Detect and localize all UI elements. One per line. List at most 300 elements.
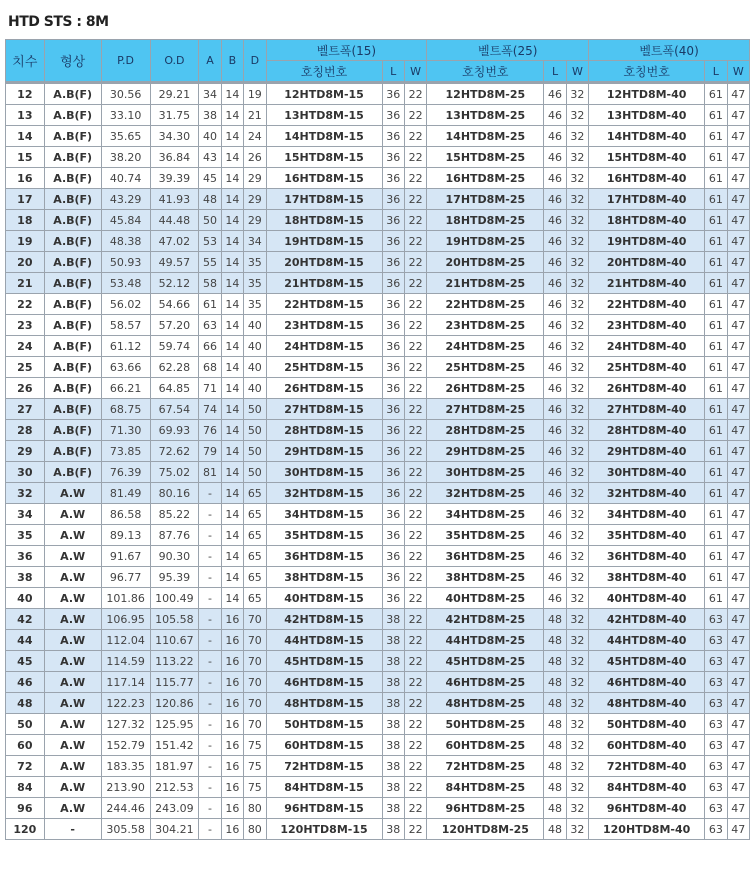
- cell-l-40: 63: [705, 735, 727, 756]
- cell-code-25: 35HTD8M-25: [427, 525, 544, 546]
- cell-b: 14: [221, 210, 243, 231]
- cell-code-25: 44HTD8M-25: [427, 630, 544, 651]
- cell-code-25: 32HTD8M-25: [427, 483, 544, 504]
- cell-code-15: 25HTD8M-15: [266, 357, 382, 378]
- cell-code-40: 46HTD8M-40: [589, 672, 705, 693]
- cell-shape: A.B(F): [44, 462, 101, 483]
- cell-code-15: 60HTD8M-15: [266, 735, 382, 756]
- cell-code-40: 45HTD8M-40: [589, 651, 705, 672]
- cell-w-15: 22: [404, 651, 426, 672]
- cell-w-25: 32: [566, 672, 588, 693]
- cell-l-40: 63: [705, 651, 727, 672]
- table-row: [6, 399, 750, 420]
- cell-l-25: 48: [544, 798, 566, 819]
- cell-w-25: 32: [566, 756, 588, 777]
- cell-shape: A.B(F): [44, 357, 101, 378]
- cell-code-40: 34HTD8M-40: [589, 504, 705, 525]
- cell-teeth: 72: [6, 756, 45, 777]
- cell-l-25: 48: [544, 693, 566, 714]
- cell-w-15: 22: [404, 399, 426, 420]
- cell-code-25: 42HTD8M-25: [427, 609, 544, 630]
- cell-w-40: 47: [727, 147, 749, 168]
- cell-w-25: 32: [566, 83, 588, 105]
- cell-d: 40: [244, 378, 266, 399]
- cell-w-15: 22: [404, 83, 426, 105]
- cell-l-25: 46: [544, 168, 566, 189]
- cell-l-15: 36: [382, 126, 404, 147]
- cell-w-25: 32: [566, 105, 588, 126]
- cell-code-15: 38HTD8M-15: [266, 567, 382, 588]
- cell-l-25: 46: [544, 189, 566, 210]
- cell-pd: 71.30: [101, 420, 150, 441]
- cell-l-15: 38: [382, 777, 404, 798]
- cell-l-40: 61: [705, 294, 727, 315]
- cell-pd: 114.59: [101, 651, 150, 672]
- cell-code-25: 30HTD8M-25: [427, 462, 544, 483]
- cell-l-40: 61: [705, 462, 727, 483]
- cell-l-15: 38: [382, 609, 404, 630]
- cell-pd: 45.84: [101, 210, 150, 231]
- cell-code-15: 13HTD8M-15: [266, 105, 382, 126]
- cell-pd: 61.12: [101, 336, 150, 357]
- cell-w-15: 22: [404, 210, 426, 231]
- cell-d: 70: [244, 609, 266, 630]
- cell-shape: A.B(F): [44, 252, 101, 273]
- cell-b: 14: [221, 315, 243, 336]
- cell-w-40: 47: [727, 378, 749, 399]
- cell-code-40: 23HTD8M-40: [589, 315, 705, 336]
- cell-w-15: 22: [404, 777, 426, 798]
- cell-w-15: 22: [404, 714, 426, 735]
- table-row: [6, 168, 750, 189]
- cell-a: -: [199, 735, 221, 756]
- table-header: [6, 40, 750, 83]
- header-belt-width-15: 벨트폭(15): [266, 40, 427, 61]
- table-row: [6, 315, 750, 336]
- cell-shape: A.B(F): [44, 231, 101, 252]
- cell-od: 72.62: [150, 441, 199, 462]
- cell-code-25: 96HTD8M-25: [427, 798, 544, 819]
- cell-code-25: 120HTD8M-25: [427, 819, 544, 840]
- cell-pd: 35.65: [101, 126, 150, 147]
- cell-a: 81: [199, 462, 221, 483]
- table-row: [6, 294, 750, 315]
- cell-d: 50: [244, 399, 266, 420]
- cell-b: 14: [221, 168, 243, 189]
- cell-w-15: 22: [404, 168, 426, 189]
- cell-od: 105.58: [150, 609, 199, 630]
- cell-l-25: 46: [544, 231, 566, 252]
- cell-b: 16: [221, 735, 243, 756]
- cell-code-40: 30HTD8M-40: [589, 462, 705, 483]
- cell-b: 14: [221, 105, 243, 126]
- cell-teeth: 50: [6, 714, 45, 735]
- header-teeth: 치수: [6, 40, 45, 83]
- cell-code-25: 19HTD8M-25: [427, 231, 544, 252]
- cell-l-25: 48: [544, 756, 566, 777]
- cell-shape: A.B(F): [44, 168, 101, 189]
- cell-code-15: 23HTD8M-15: [266, 315, 382, 336]
- cell-a: 53: [199, 231, 221, 252]
- cell-od: 110.67: [150, 630, 199, 651]
- cell-teeth: 29: [6, 441, 45, 462]
- cell-l-40: 63: [705, 693, 727, 714]
- cell-teeth: 30: [6, 462, 45, 483]
- cell-d: 29: [244, 210, 266, 231]
- cell-teeth: 48: [6, 693, 45, 714]
- cell-w-25: 32: [566, 567, 588, 588]
- cell-od: 49.57: [150, 252, 199, 273]
- cell-d: 75: [244, 777, 266, 798]
- cell-shape: A.B(F): [44, 420, 101, 441]
- cell-l-25: 46: [544, 588, 566, 609]
- cell-pd: 63.66: [101, 357, 150, 378]
- cell-l-15: 36: [382, 378, 404, 399]
- cell-b: 14: [221, 483, 243, 504]
- cell-pd: 73.85: [101, 441, 150, 462]
- cell-teeth: 25: [6, 357, 45, 378]
- cell-b: 14: [221, 126, 243, 147]
- cell-pd: 213.90: [101, 777, 150, 798]
- cell-code-40: 60HTD8M-40: [589, 735, 705, 756]
- cell-d: 50: [244, 441, 266, 462]
- cell-shape: A.B(F): [44, 399, 101, 420]
- cell-pd: 38.20: [101, 147, 150, 168]
- cell-code-40: 15HTD8M-40: [589, 147, 705, 168]
- cell-code-25: 16HTD8M-25: [427, 168, 544, 189]
- cell-l-15: 36: [382, 546, 404, 567]
- cell-shape: A.B(F): [44, 126, 101, 147]
- cell-code-25: 24HTD8M-25: [427, 336, 544, 357]
- cell-od: 75.02: [150, 462, 199, 483]
- table-row: [6, 441, 750, 462]
- cell-w-25: 32: [566, 189, 588, 210]
- cell-w-15: 22: [404, 693, 426, 714]
- cell-code-25: 38HTD8M-25: [427, 567, 544, 588]
- cell-b: 14: [221, 567, 243, 588]
- cell-l-15: 36: [382, 441, 404, 462]
- cell-a: -: [199, 546, 221, 567]
- cell-code-15: 44HTD8M-15: [266, 630, 382, 651]
- table-row: [6, 546, 750, 567]
- cell-l-40: 61: [705, 189, 727, 210]
- cell-w-15: 22: [404, 189, 426, 210]
- cell-w-15: 22: [404, 546, 426, 567]
- cell-od: 243.09: [150, 798, 199, 819]
- cell-teeth: 20: [6, 252, 45, 273]
- cell-shape: A.W: [44, 504, 101, 525]
- cell-code-40: 14HTD8M-40: [589, 126, 705, 147]
- cell-b: 14: [221, 588, 243, 609]
- cell-shape: A.B(F): [44, 441, 101, 462]
- cell-shape: A.W: [44, 546, 101, 567]
- cell-code-40: 96HTD8M-40: [589, 798, 705, 819]
- cell-a: -: [199, 672, 221, 693]
- cell-od: 113.22: [150, 651, 199, 672]
- cell-w-25: 32: [566, 399, 588, 420]
- cell-code-40: 36HTD8M-40: [589, 546, 705, 567]
- cell-d: 21: [244, 105, 266, 126]
- cell-od: 69.93: [150, 420, 199, 441]
- cell-l-15: 36: [382, 147, 404, 168]
- cell-shape: A.W: [44, 588, 101, 609]
- cell-code-25: 84HTD8M-25: [427, 777, 544, 798]
- cell-a: -: [199, 504, 221, 525]
- cell-w-40: 47: [727, 504, 749, 525]
- cell-l-15: 36: [382, 83, 404, 105]
- cell-od: 31.75: [150, 105, 199, 126]
- cell-w-25: 32: [566, 147, 588, 168]
- cell-d: 80: [244, 798, 266, 819]
- cell-code-40: 42HTD8M-40: [589, 609, 705, 630]
- cell-w-25: 32: [566, 525, 588, 546]
- cell-b: 14: [221, 399, 243, 420]
- cell-code-40: 28HTD8M-40: [589, 420, 705, 441]
- cell-teeth: 38: [6, 567, 45, 588]
- cell-w-15: 22: [404, 294, 426, 315]
- cell-code-15: 120HTD8M-15: [266, 819, 382, 840]
- cell-w-25: 32: [566, 294, 588, 315]
- cell-teeth: 15: [6, 147, 45, 168]
- cell-d: 40: [244, 336, 266, 357]
- cell-a: -: [199, 693, 221, 714]
- header-od: O.D: [150, 40, 199, 83]
- cell-pd: 76.39: [101, 462, 150, 483]
- cell-pd: 33.10: [101, 105, 150, 126]
- spec-table: [5, 39, 750, 840]
- cell-b: 14: [221, 378, 243, 399]
- cell-l-15: 36: [382, 462, 404, 483]
- cell-d: 26: [244, 147, 266, 168]
- cell-w-40: 47: [727, 714, 749, 735]
- cell-w-40: 47: [727, 483, 749, 504]
- cell-code-40: 32HTD8M-40: [589, 483, 705, 504]
- cell-code-15: 19HTD8M-15: [266, 231, 382, 252]
- cell-pd: 48.38: [101, 231, 150, 252]
- cell-w-40: 47: [727, 189, 749, 210]
- cell-a: 58: [199, 273, 221, 294]
- cell-code-25: 22HTD8M-25: [427, 294, 544, 315]
- cell-d: 65: [244, 546, 266, 567]
- cell-shape: A.B(F): [44, 83, 101, 105]
- cell-code-15: 24HTD8M-15: [266, 336, 382, 357]
- cell-teeth: 12: [6, 83, 45, 105]
- cell-code-15: 30HTD8M-15: [266, 462, 382, 483]
- cell-code-15: 32HTD8M-15: [266, 483, 382, 504]
- cell-b: 16: [221, 714, 243, 735]
- cell-l-25: 46: [544, 504, 566, 525]
- header-l-15: L: [382, 61, 404, 83]
- cell-l-15: 36: [382, 294, 404, 315]
- cell-pd: 122.23: [101, 693, 150, 714]
- cell-l-40: 61: [705, 252, 727, 273]
- cell-code-40: 13HTD8M-40: [589, 105, 705, 126]
- cell-b: 14: [221, 546, 243, 567]
- cell-w-25: 32: [566, 420, 588, 441]
- cell-code-15: 84HTD8M-15: [266, 777, 382, 798]
- cell-code-15: 27HTD8M-15: [266, 399, 382, 420]
- cell-code-25: 20HTD8M-25: [427, 252, 544, 273]
- cell-b: 16: [221, 819, 243, 840]
- cell-w-25: 32: [566, 462, 588, 483]
- cell-od: 95.39: [150, 567, 199, 588]
- cell-l-25: 46: [544, 483, 566, 504]
- cell-pd: 152.79: [101, 735, 150, 756]
- cell-w-40: 47: [727, 83, 749, 105]
- cell-code-25: 23HTD8M-25: [427, 315, 544, 336]
- cell-a: 50: [199, 210, 221, 231]
- cell-shape: A.W: [44, 525, 101, 546]
- cell-code-40: 26HTD8M-40: [589, 378, 705, 399]
- cell-l-15: 36: [382, 231, 404, 252]
- cell-a: -: [199, 609, 221, 630]
- cell-w-40: 47: [727, 420, 749, 441]
- cell-a: -: [199, 756, 221, 777]
- cell-l-25: 46: [544, 126, 566, 147]
- cell-w-15: 22: [404, 819, 426, 840]
- table-row: [6, 336, 750, 357]
- cell-d: 24: [244, 126, 266, 147]
- cell-w-25: 32: [566, 546, 588, 567]
- cell-l-15: 36: [382, 315, 404, 336]
- cell-b: 14: [221, 83, 243, 105]
- cell-l-25: 46: [544, 315, 566, 336]
- cell-l-40: 61: [705, 588, 727, 609]
- cell-l-40: 61: [705, 504, 727, 525]
- cell-w-25: 32: [566, 357, 588, 378]
- cell-w-25: 32: [566, 735, 588, 756]
- table-row: [6, 714, 750, 735]
- cell-d: 50: [244, 420, 266, 441]
- table-row: [6, 126, 750, 147]
- cell-code-15: 29HTD8M-15: [266, 441, 382, 462]
- cell-l-25: 46: [544, 294, 566, 315]
- cell-w-25: 32: [566, 378, 588, 399]
- cell-b: 14: [221, 441, 243, 462]
- cell-w-25: 32: [566, 819, 588, 840]
- table-row: [6, 756, 750, 777]
- cell-l-25: 46: [544, 378, 566, 399]
- cell-shape: A.W: [44, 651, 101, 672]
- cell-l-15: 36: [382, 483, 404, 504]
- cell-teeth: 14: [6, 126, 45, 147]
- header-code-15: 호칭번호: [266, 61, 382, 83]
- cell-b: 16: [221, 609, 243, 630]
- cell-w-25: 32: [566, 483, 588, 504]
- cell-code-40: 16HTD8M-40: [589, 168, 705, 189]
- cell-od: 151.42: [150, 735, 199, 756]
- cell-shape: A.W: [44, 777, 101, 798]
- cell-w-40: 47: [727, 693, 749, 714]
- cell-shape: A.B(F): [44, 105, 101, 126]
- cell-l-15: 38: [382, 798, 404, 819]
- cell-code-25: 46HTD8M-25: [427, 672, 544, 693]
- cell-l-15: 36: [382, 273, 404, 294]
- cell-code-15: 34HTD8M-15: [266, 504, 382, 525]
- cell-pd: 305.58: [101, 819, 150, 840]
- cell-code-25: 72HTD8M-25: [427, 756, 544, 777]
- cell-l-40: 61: [705, 420, 727, 441]
- cell-od: 100.49: [150, 588, 199, 609]
- cell-a: -: [199, 567, 221, 588]
- cell-l-25: 48: [544, 819, 566, 840]
- cell-w-40: 47: [727, 105, 749, 126]
- cell-b: 14: [221, 357, 243, 378]
- cell-pd: 68.75: [101, 399, 150, 420]
- cell-l-40: 61: [705, 399, 727, 420]
- cell-a: 74: [199, 399, 221, 420]
- cell-l-40: 61: [705, 231, 727, 252]
- cell-pd: 53.48: [101, 273, 150, 294]
- cell-l-15: 36: [382, 567, 404, 588]
- cell-b: 14: [221, 294, 243, 315]
- cell-od: 39.39: [150, 168, 199, 189]
- cell-w-15: 22: [404, 420, 426, 441]
- cell-code-40: 18HTD8M-40: [589, 210, 705, 231]
- cell-b: 16: [221, 630, 243, 651]
- cell-d: 65: [244, 567, 266, 588]
- cell-a: 34: [199, 83, 221, 105]
- cell-code-15: 48HTD8M-15: [266, 693, 382, 714]
- cell-code-15: 21HTD8M-15: [266, 273, 382, 294]
- cell-d: 75: [244, 735, 266, 756]
- cell-w-40: 47: [727, 567, 749, 588]
- cell-shape: A.W: [44, 609, 101, 630]
- cell-b: 14: [221, 420, 243, 441]
- table-row: [6, 525, 750, 546]
- cell-d: 19: [244, 83, 266, 105]
- cell-shape: A.B(F): [44, 273, 101, 294]
- cell-a: -: [199, 525, 221, 546]
- cell-w-25: 32: [566, 273, 588, 294]
- cell-od: 52.12: [150, 273, 199, 294]
- cell-od: 304.21: [150, 819, 199, 840]
- cell-w-15: 22: [404, 630, 426, 651]
- cell-l-15: 36: [382, 588, 404, 609]
- table-row: [6, 378, 750, 399]
- cell-w-25: 32: [566, 168, 588, 189]
- cell-l-40: 61: [705, 357, 727, 378]
- cell-od: 212.53: [150, 777, 199, 798]
- cell-l-15: 36: [382, 525, 404, 546]
- cell-code-15: 72HTD8M-15: [266, 756, 382, 777]
- cell-teeth: 19: [6, 231, 45, 252]
- table-row: [6, 147, 750, 168]
- cell-code-15: 40HTD8M-15: [266, 588, 382, 609]
- cell-code-40: 72HTD8M-40: [589, 756, 705, 777]
- header-belt-width-40: 벨트폭(40): [589, 40, 750, 61]
- cell-code-15: 15HTD8M-15: [266, 147, 382, 168]
- cell-l-15: 36: [382, 105, 404, 126]
- cell-a: 66: [199, 336, 221, 357]
- table-row: [6, 819, 750, 840]
- cell-d: 40: [244, 357, 266, 378]
- cell-b: 14: [221, 525, 243, 546]
- cell-l-15: 36: [382, 168, 404, 189]
- table-row: [6, 798, 750, 819]
- cell-code-40: 48HTD8M-40: [589, 693, 705, 714]
- cell-w-15: 22: [404, 756, 426, 777]
- header-w-15: W: [404, 61, 426, 83]
- cell-teeth: 22: [6, 294, 45, 315]
- cell-w-40: 47: [727, 315, 749, 336]
- cell-code-15: 96HTD8M-15: [266, 798, 382, 819]
- table-row: [6, 630, 750, 651]
- table-row: [6, 231, 750, 252]
- cell-shape: A.W: [44, 672, 101, 693]
- table-row: [6, 252, 750, 273]
- cell-l-40: 61: [705, 83, 727, 105]
